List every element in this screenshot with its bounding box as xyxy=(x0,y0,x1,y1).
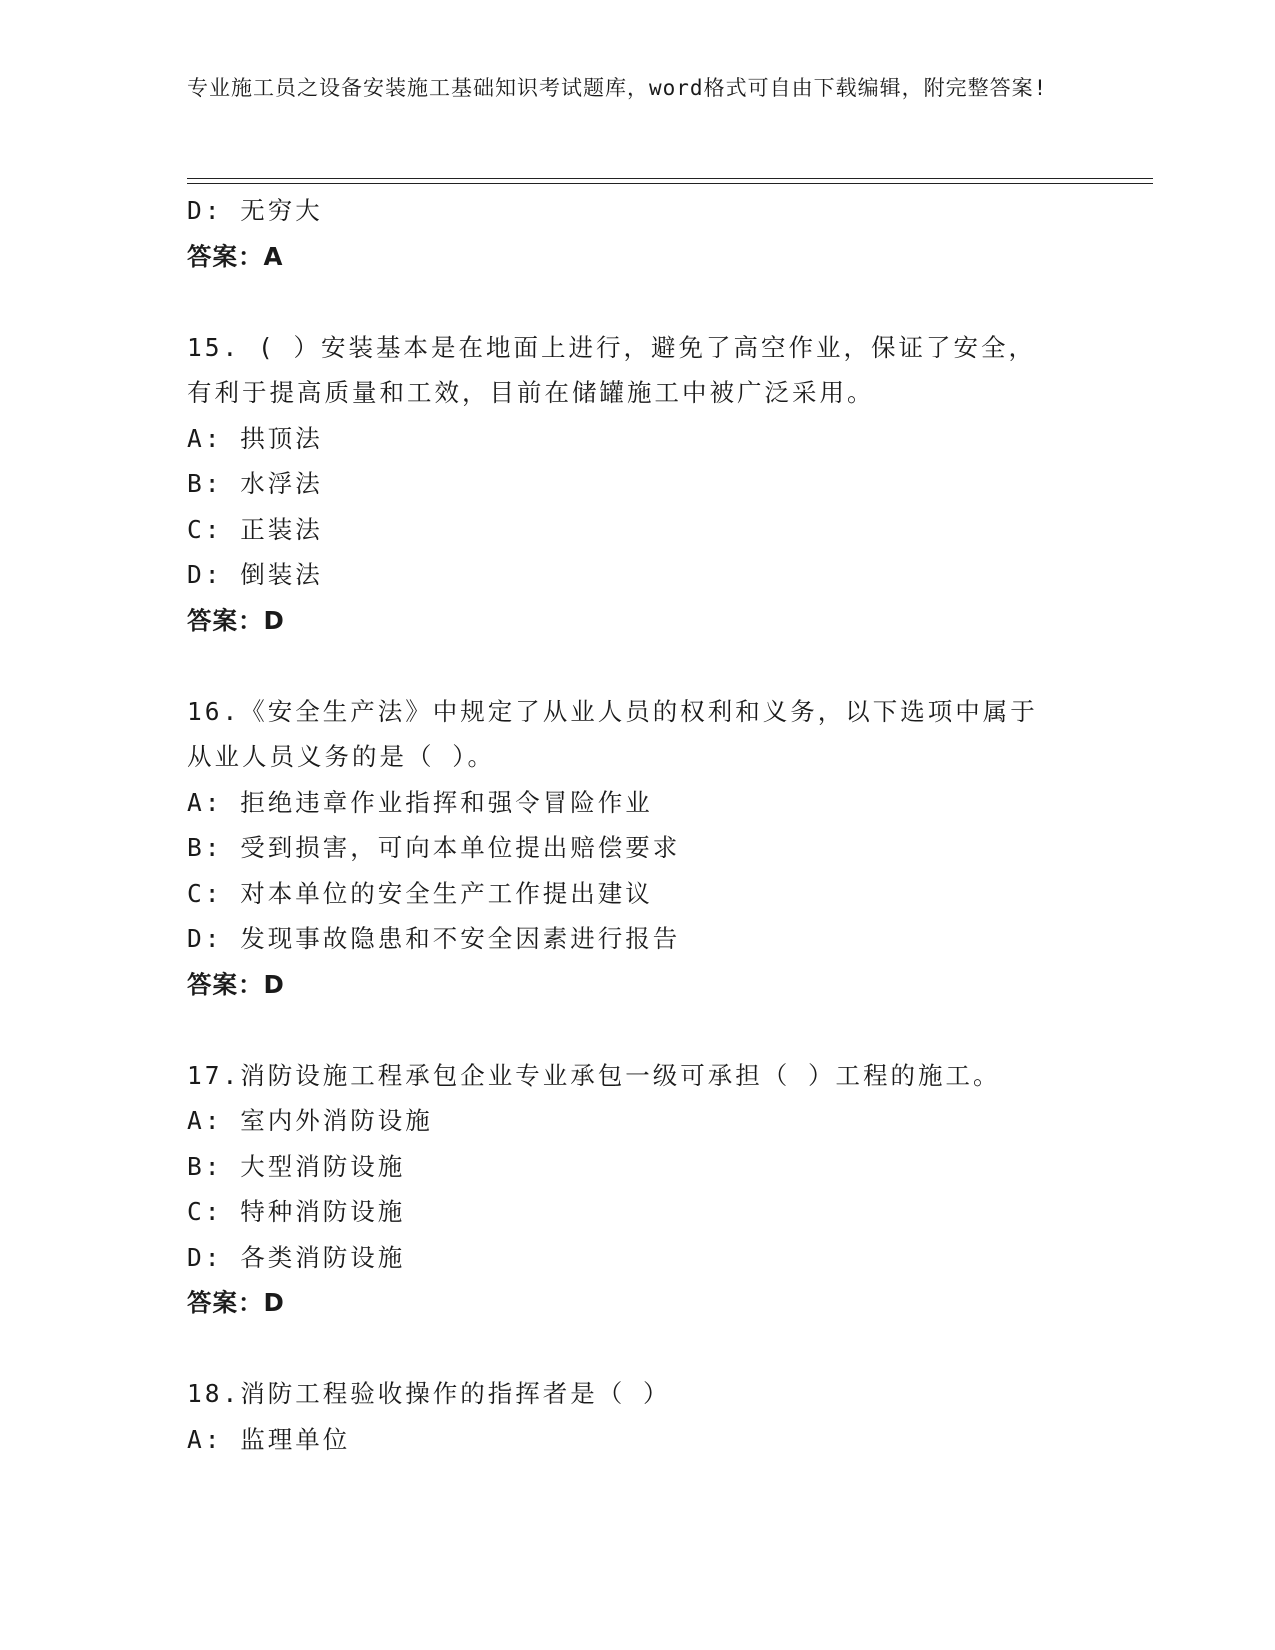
option-c: C: 正装法 xyxy=(187,514,323,544)
question-text: 15. ( ）安装基本是在地面上进行，避免了高空作业，保证了安全， xyxy=(187,332,1036,362)
header-divider-bottom xyxy=(187,183,1153,184)
option-a: A: 监理单位 xyxy=(187,1424,351,1454)
option-a: A: 拒绝违章作业指挥和强令冒险作业 xyxy=(187,787,653,817)
option-a: A: 室内外消防设施 xyxy=(187,1106,433,1135)
option-b: B: 受到损害，可向本单位提出赔偿要求 xyxy=(187,833,681,862)
option-b: B: 水浮法 xyxy=(187,469,323,498)
question-text: 有利于提高质量和工效，目前在储罐施工中被广泛采用。 xyxy=(187,378,875,407)
answer: 答案：D xyxy=(187,605,285,635)
question-17 xyxy=(187,1053,1117,1326)
option-c: C: 特种消防设施 xyxy=(187,1197,406,1226)
document-header: 专业施工员之设备安装施工基础知识考试题库，word格式可自由下载编辑，附完整答案! xyxy=(187,76,1048,100)
option-d: D: 倒装法 xyxy=(187,560,323,589)
option-c: C: 对本单位的安全生产工作提出建议 xyxy=(187,878,653,908)
question-text: 17.消防设施工程承包企业专业承包一级可承担（ ）工程的施工。 xyxy=(187,1060,1001,1090)
prev-option-d: D: 无穷大 xyxy=(187,196,323,225)
option-a: A: 拱顶法 xyxy=(187,423,323,453)
header-divider-top xyxy=(187,178,1153,179)
question-16 xyxy=(187,689,1117,1008)
prev-answer: 答案：A xyxy=(187,241,284,271)
answer: 答案：D xyxy=(187,969,285,999)
question-text: 从业人员义务的是（ ）。 xyxy=(187,742,495,771)
option-d: D: 发现事故隐患和不安全因素进行报告 xyxy=(187,924,681,953)
question-content xyxy=(187,188,1117,1462)
question-text: 18.消防工程验收操作的指挥者是（ ） xyxy=(187,1379,671,1408)
question-text: 16.《安全生产法》中规定了从业人员的权利和义务，以下选项中属于 xyxy=(187,696,1038,726)
question-15 xyxy=(187,325,1117,644)
option-b: B: 大型消防设施 xyxy=(187,1151,406,1181)
question-18 xyxy=(187,1371,1117,1462)
option-d: D: 各类消防设施 xyxy=(187,1242,406,1272)
answer: 答案：D xyxy=(187,1288,285,1317)
